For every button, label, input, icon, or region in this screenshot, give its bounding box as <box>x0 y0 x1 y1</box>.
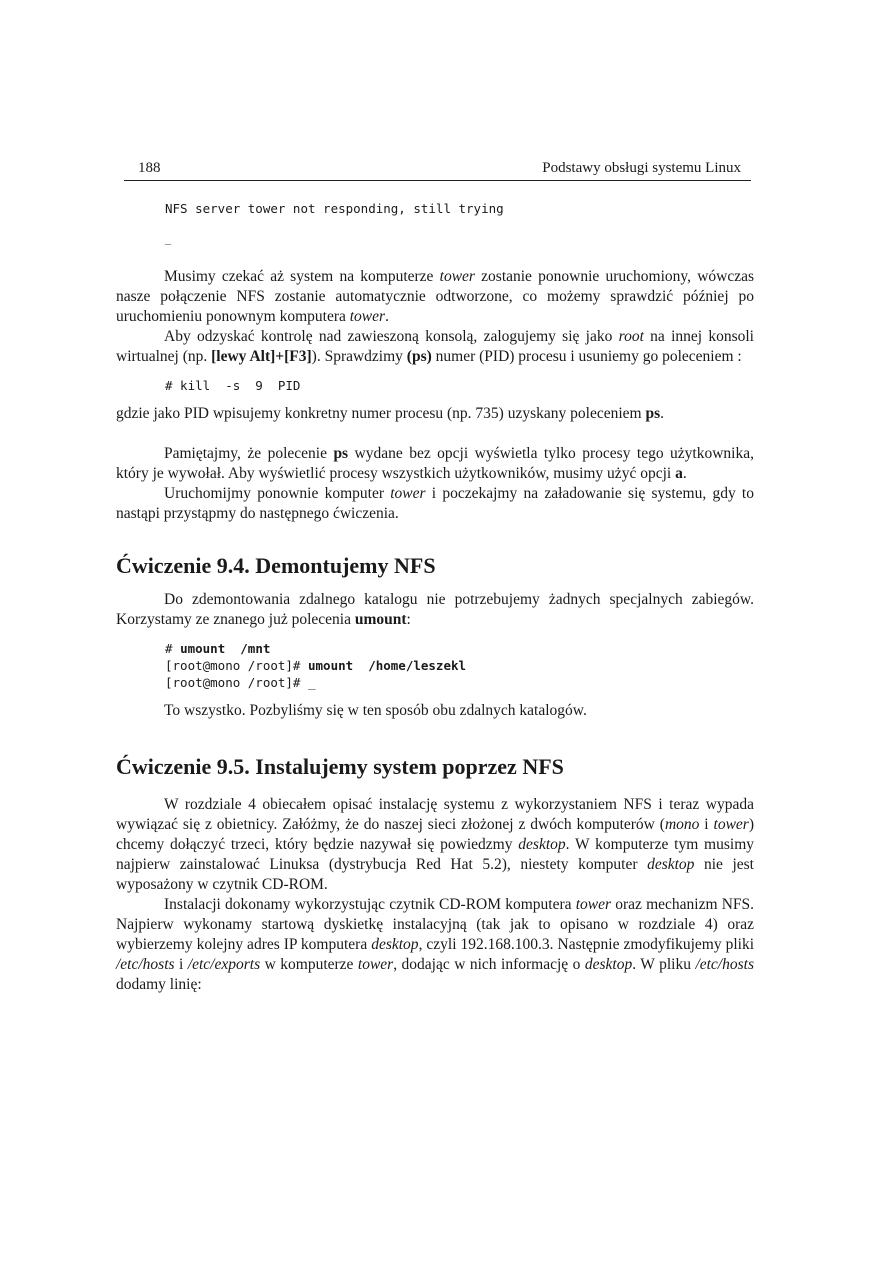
section-heading: Ćwiczenie 9.5. Instalujemy system poprzez NFS <box>116 754 564 779</box>
paragraph: Pamiętajmy, że polecenie ps wydane bez opcji wyświetla tylko procesy tego użytkownika, który je wywołał. Aby wyświetlić procesy wszystkich użytkowników, musimy użyć opcji a. <box>116 445 754 482</box>
paragraph: gdzie jako PID wpisujemy konkretny numer procesu (np. 735) uzyskany poleceniem ps. <box>116 405 664 422</box>
code-kill: # kill -s 9 PID <box>165 378 301 393</box>
paragraph: Musimy czekać aż system na komputerze tower zostanie ponownie uruchomiony, wówczas nasze połączenie NFS zostanie automatycznie odtworzone, co możemy sprawdzić później po uruchomieniu ponownym komputera tower. <box>116 268 754 325</box>
page-header <box>124 160 751 181</box>
paragraph: Uruchomijmy ponownie komputer tower i poczekajmy na załadowanie się systemu, gdy to nastąpi przystąpmy do następnego ćwiczenia. <box>116 485 754 522</box>
code-nfs-message: NFS server tower not responding, still trying <box>165 201 504 216</box>
paragraph: W rozdziale 4 obiecałem opisać instalację systemu z wykorzystaniem NFS i teraz wypada wywiązać się z obietnicy. Załóżmy, że do naszej sieci złożonej z dwóch komputerów (mono i tower) chcemy dołączyć trzeci, który będzie nazywał się powiedzmy desktop. W komputerze tym musimy najpierw zainstalować Linuksa (dystrybucja Red Hat 5.2), niestety komputer desktop nie jest wyposażony w czytnik CD-ROM. <box>116 796 754 893</box>
section-heading: Ćwiczenie 9.4. Demontujemy NFS <box>116 553 436 578</box>
page-number: 188 <box>138 160 161 176</box>
code-umount: # umount /mnt [root@mono /root]# umount /home/leszekl [root@mono /root]# _ <box>165 641 467 690</box>
paragraph: Do zdemontowania zdalnego katalogu nie potrzebujemy żadnych specjalnych zabiegów. Korzystamy ze znanego już polecenia umount: <box>116 591 754 628</box>
paragraph: Instalacji dokonamy wykorzystując czytnik CD-ROM komputera tower oraz mechanizm NFS. Najpierw wykonamy startową dyskietkę instalacyjną (tak jak to opisano w rozdziale 4) oraz wybierzemy kolejny adres IP komputera desktop, czyli 192.168.100.3. Następnie zmodyfikujemy pliki /etc/hosts i /etc/exports w komputerze tower, dodając w nich informację o desktop. W pliku /etc/hosts dodamy linię: <box>116 896 755 993</box>
terminal-cursor: _ <box>165 232 171 246</box>
paragraph: To wszystko. Pozbyliśmy się w ten sposób obu zdalnych katalogów. <box>164 702 587 719</box>
running-title: Podstawy obsługi systemu Linux <box>542 160 741 176</box>
paragraph: Aby odzyskać kontrolę nad zawieszoną konsolą, zalogujemy się jako root na innej konsoli wirtualnej (np. [lewy Alt]+[F3]). Sprawdzimy (ps) numer (PID) procesu i usuniemy go poleceniem : <box>116 328 754 365</box>
page-content <box>116 200 754 995</box>
